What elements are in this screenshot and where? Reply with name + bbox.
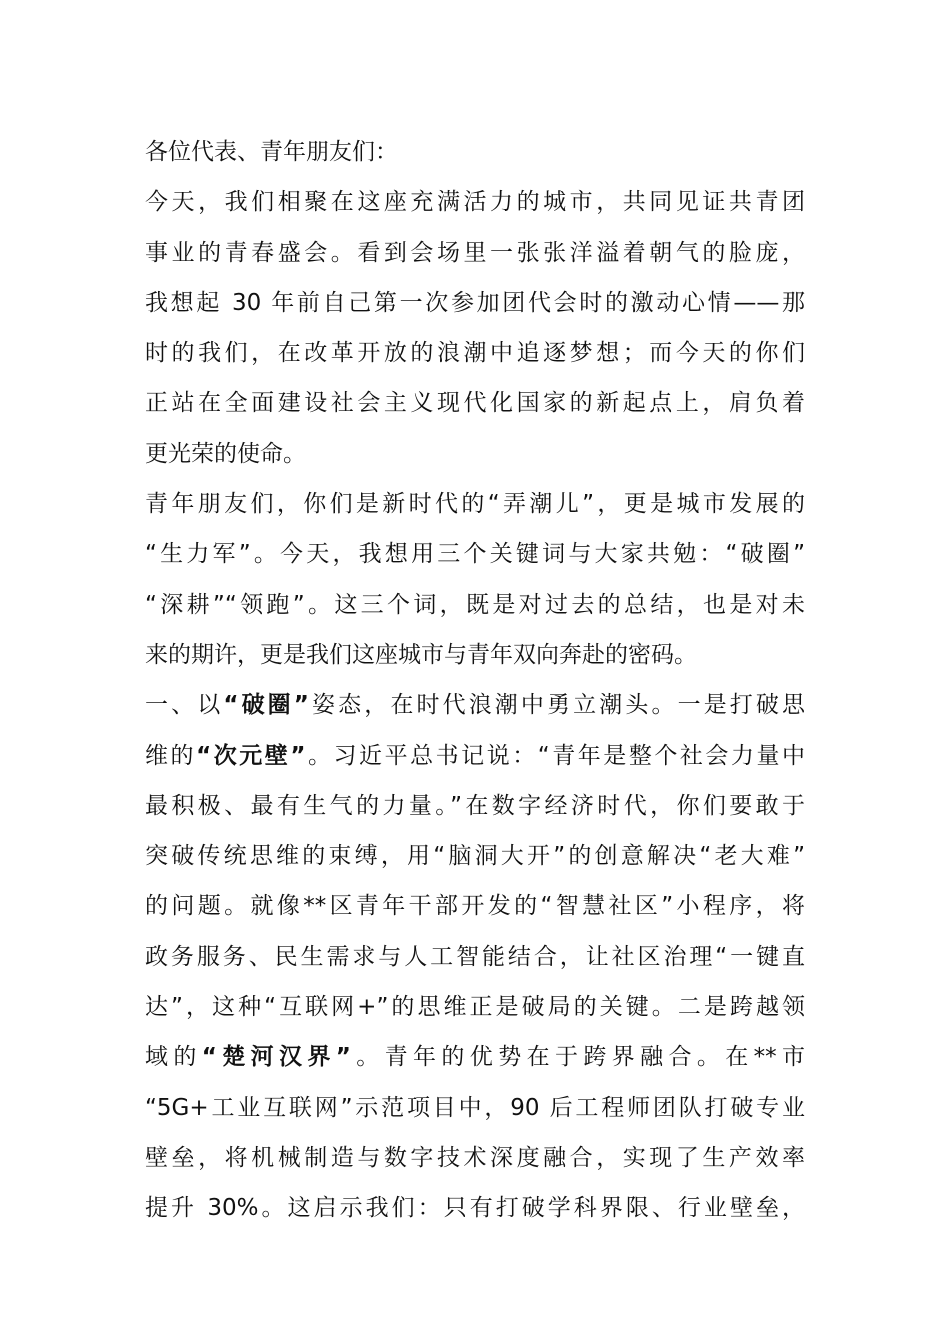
speech-body [145,127,805,1234]
paragraph-2-line: “深耕”“领跑”。这三个词，既是对过去的总结，也是对未 [145,591,805,618]
section-1-line: “5G+工业互联网”示范项目中，90 后工程师团队打破专业 [145,1094,805,1121]
paragraph-2-line: “生力军”。今天，我想用三个关键词与大家共勉：“破圈” [145,541,805,568]
bold-keyword: “破圈” [223,692,309,719]
text-run: 。青年的优势在于跨界融合。在**市 [350,1044,806,1071]
paragraph-2-line: 青年朋友们，你们是新时代的“弄潮儿”，更是城市发展的 [145,491,805,518]
section-1-line: 突破传统思维的束缚，用“脑洞大开”的创意解决“老大难” [145,843,805,870]
paragraph-1-line: 正站在全面建设社会主义现代化国家的新起点上，肩负着 [145,390,805,417]
section-1-line [145,731,805,781]
section-1-heading-line [145,680,805,730]
section-1-line: 政务服务、民生需求与人工智能结合，让社区治理“一键直 [145,943,805,970]
paragraph-1-line: 更光荣的使命。 [145,440,306,467]
paragraph-1-line: 我想起 30 年前自己第一次参加团代会时的激动心情——那 [145,289,805,316]
bold-keyword: “次元壁” [196,742,306,769]
text-run: 。习近平总书记说：“青年是整个社会力量中 [305,742,806,769]
paragraph-1-line: 事业的青春盛会。看到会场里一张张洋溢着朝气的脸庞， [145,239,805,266]
section-1-line: 达”，这种“互联网+”的思维正是破局的关键。二是跨越领 [145,994,805,1021]
paragraph-1-line: 时的我们，在改革开放的浪潮中追逐梦想；而今天的你们 [145,340,805,367]
section-1-line: 壁垒，将机械制造与数字技术深度融合，实现了生产效率 [145,1144,805,1171]
text-run: 域的 [145,1044,202,1071]
section-1-line: 的问题。就像**区青年干部开发的“智慧社区”小程序，将 [145,893,805,920]
section-1-line [145,1032,805,1082]
paragraph-1-line: 今天，我们相聚在这座充满活力的城市，共同见证共青团 [145,189,805,216]
text-run: 维的 [145,742,197,769]
section-1-line: 提升 30%。这启示我们：只有打破学科界限、行业壁垒， [145,1195,805,1222]
text-run: 一、以 [145,692,224,719]
section-1-line: 最积极、最有生气的力量。”在数字经济时代，你们要敢于 [145,792,805,819]
text-run: 姿态，在时代浪潮中勇立潮头。一是打破思 [308,692,806,719]
paragraph-2-line: 来的期许，更是我们这座城市与青年双向奔赴的密码。 [145,641,697,668]
salutation: 各位代表、青年朋友们： [145,139,398,165]
bold-keyword: “楚河汉界” [201,1044,351,1071]
